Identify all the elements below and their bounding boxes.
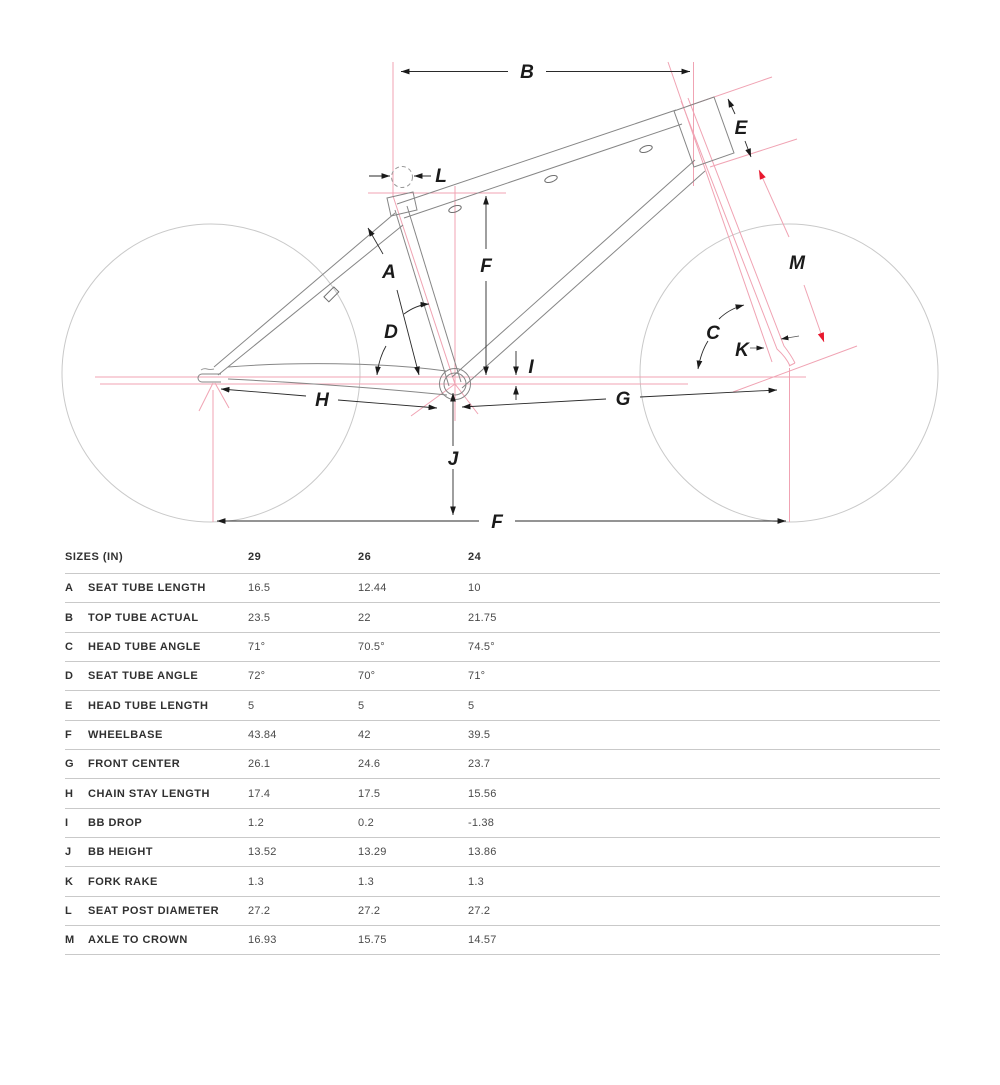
dimension-label-f-vertical: F (480, 256, 492, 277)
table-row (65, 721, 940, 750)
row-key: I (65, 816, 69, 829)
row-value-24: 74.5° (468, 640, 495, 653)
row-key: H (65, 787, 74, 800)
seat-tube-left (395, 210, 449, 386)
row-value-29: 72° (248, 670, 266, 683)
row-key: L (65, 904, 73, 917)
rear-dropout-slot (198, 374, 221, 382)
dimension-label-b: B (520, 62, 534, 83)
dropout-marking (201, 369, 214, 370)
row-key: A (65, 582, 74, 595)
row-value-26: 22 (358, 611, 371, 624)
row-label: FORK RAKE (88, 875, 158, 888)
row-value-24: 23.7 (468, 758, 491, 771)
row-value-29: 13.52 (248, 846, 277, 859)
row-label: BB DROP (88, 816, 143, 829)
row-key: M (65, 934, 75, 947)
row-value-29: 43.84 (248, 728, 277, 741)
seat-collar (387, 192, 417, 216)
row-label: HEAD TUBE ANGLE (88, 640, 201, 653)
row-value-24: 27.2 (468, 904, 491, 917)
row-value-24: -1.38 (468, 816, 495, 829)
table-row (65, 867, 940, 896)
row-value-29: 71° (248, 640, 266, 653)
row-value-29: 26.1 (248, 758, 271, 771)
dimension-label-i: I (528, 357, 534, 378)
table-row (65, 603, 940, 632)
dimension-label-f-wheelbase: F (491, 512, 503, 533)
dimension-label-c: C (706, 323, 720, 344)
seat-tube-right (407, 206, 461, 382)
table-row (65, 779, 940, 808)
cable-guide-2 (544, 174, 558, 184)
row-value-26: 13.29 (358, 846, 387, 859)
row-label: FRONT CENTER (88, 758, 181, 771)
table-row (65, 633, 940, 662)
row-value-24: 39.5 (468, 728, 491, 741)
row-value-26: 5 (358, 699, 365, 712)
row-value-26: 1.3 (358, 875, 374, 888)
frame (198, 97, 734, 400)
row-value-29: 16.93 (248, 934, 277, 947)
row-value-29: 1.3 (248, 875, 264, 888)
row-key: B (65, 611, 74, 624)
table-row (65, 838, 940, 867)
dimension-label-e: E (734, 118, 748, 139)
row-key: K (65, 875, 74, 888)
dimension-h (221, 389, 437, 408)
row-value-26: 24.6 (358, 758, 381, 771)
row-value-26: 27.2 (358, 904, 381, 917)
rear-wheel (62, 224, 360, 522)
row-value-24: 1.3 (468, 875, 484, 888)
row-label: SEAT TUBE ANGLE (88, 670, 199, 683)
seat-stay-lower (218, 225, 403, 375)
row-value-26: 17.5 (358, 787, 381, 800)
row-value-29: 17.4 (248, 787, 271, 800)
row-key: J (65, 846, 72, 859)
bike-diagram-svg (0, 0, 1000, 540)
table-row (65, 809, 940, 838)
row-label: SEAT POST DIAMETER (88, 904, 220, 917)
geometry-table (65, 540, 940, 955)
column-header-24: 24 (468, 550, 482, 563)
row-value-29: 1.2 (248, 816, 264, 829)
table-header-row (65, 540, 940, 574)
row-key: D (65, 670, 74, 683)
chain-stay-upper (228, 364, 446, 371)
row-key: C (65, 640, 74, 653)
row-key: F (65, 728, 73, 741)
dimension-label-l: L (435, 166, 447, 187)
row-value-29: 23.5 (248, 611, 271, 624)
dimension-label-d: D (384, 322, 398, 343)
row-value-26: 70.5° (358, 640, 385, 653)
seat-post-circle (392, 167, 413, 188)
row-label: BB HEIGHT (88, 846, 153, 859)
down-tube-lower (462, 171, 705, 388)
column-header-26: 26 (358, 550, 372, 563)
seat-stay-upper (214, 213, 395, 367)
row-label: CHAIN STAY LENGTH (88, 787, 210, 800)
table-row (65, 750, 940, 779)
table-row (65, 574, 940, 603)
row-value-26: 42 (358, 728, 371, 741)
row-value-26: 15.75 (358, 934, 387, 947)
row-label: SEAT TUBE LENGTH (88, 582, 206, 595)
row-value-26: 0.2 (358, 816, 374, 829)
brake-boss (324, 287, 339, 302)
table-row (65, 691, 940, 720)
row-label: TOP TUBE ACTUAL (88, 611, 199, 624)
table-title: SIZES (IN) (65, 550, 124, 563)
row-label: WHEELBASE (88, 728, 163, 741)
column-header-29: 29 (248, 550, 262, 563)
head-tube (674, 97, 734, 167)
row-key: G (65, 758, 74, 771)
table-body (65, 574, 940, 955)
cable-guide-3 (639, 144, 653, 154)
dimension-label-g: G (615, 389, 631, 410)
row-value-24: 13.86 (468, 846, 497, 859)
row-value-29: 5 (248, 699, 255, 712)
dimension-label-m: M (789, 253, 805, 274)
row-value-24: 10 (468, 582, 481, 595)
row-label: HEAD TUBE LENGTH (88, 699, 209, 712)
dimension-label-h: H (315, 390, 329, 411)
row-value-29: 16.5 (248, 582, 271, 595)
dimension-label-a: A (382, 262, 396, 283)
row-value-26: 70° (358, 670, 376, 683)
row-value-24: 5 (468, 699, 475, 712)
table-row (65, 926, 940, 955)
row-key: E (65, 699, 73, 712)
row-value-24: 21.75 (468, 611, 497, 624)
table-row (65, 662, 940, 691)
dimension-label-k: K (735, 340, 749, 361)
row-value-24: 15.56 (468, 787, 497, 800)
row-value-29: 27.2 (248, 904, 271, 917)
row-value-26: 12.44 (358, 582, 387, 595)
top-tube-upper (397, 110, 676, 204)
frame-details (201, 144, 653, 370)
row-value-24: 14.57 (468, 934, 497, 947)
row-value-24: 71° (468, 670, 486, 683)
row-label: AXLE TO CROWN (88, 934, 188, 947)
dimension-label-j: J (447, 449, 459, 470)
table-row (65, 897, 940, 926)
bike-geometry-diagram (0, 0, 1000, 540)
